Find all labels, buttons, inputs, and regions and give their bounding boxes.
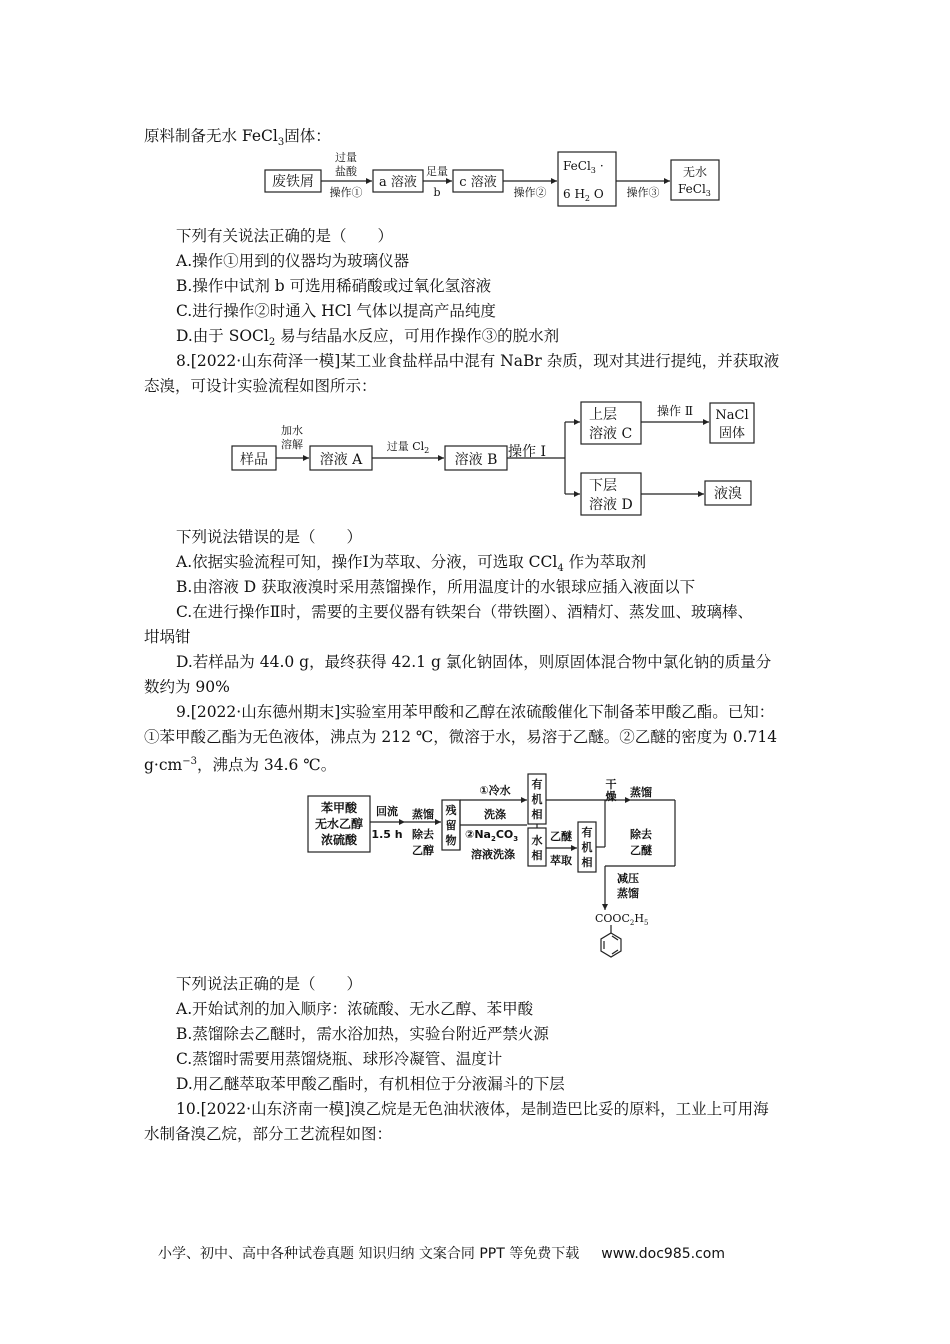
svg-text:盐酸: 盐酸 <box>335 165 357 178</box>
flow1-arrow-2 <box>423 165 452 199</box>
q9-line-2: ①苯甲酸乙酯为无色液体，沸点为 212 ℃，微溶于水，易溶于乙醚。②乙醚的密度为 0.714 <box>144 728 778 746</box>
svg-text:无水乙醇: 无水乙醇 <box>314 817 364 831</box>
bromine-flow-diagram <box>225 398 765 518</box>
svg-text:无水: 无水 <box>682 165 708 179</box>
svg-text:浓硫酸: 浓硫酸 <box>320 833 358 847</box>
q8-option-d-line-2: 数约为 90% <box>144 678 230 696</box>
svg-text:液溴: 液溴 <box>714 486 742 502</box>
svg-text:乙醇: 乙醇 <box>412 844 434 857</box>
svg-text:FeCl3·: FeCl$_3$ · <box>563 159 604 175</box>
svg-text:残: 残 <box>445 804 457 817</box>
svg-text:溶液 C: 溶液 C <box>589 426 633 442</box>
svg-text:除去: 除去 <box>412 828 434 841</box>
svg-text:机: 机 <box>581 841 593 854</box>
flow3-arrow-reflux <box>370 804 405 841</box>
flow2-box-liquid-bromine <box>705 481 751 505</box>
svg-text:操作 Ⅱ: 操作 Ⅱ <box>657 404 693 418</box>
footer-text: 小学、初中、高中各种试卷真题 知识归纳 文案合同 PPT 等免费下载 <box>158 1246 580 1262</box>
flow1-box-solution-c <box>453 170 503 192</box>
svg-text:有: 有 <box>581 826 593 839</box>
svg-text:6 H2 O: 6 $H_2$ O <box>563 187 604 203</box>
flow3-box-residue <box>442 800 460 850</box>
q8-option-b: B.由溶液 D 获取液溴时采用蒸馏操作，所用温度计的水银球应插入液面以下 <box>176 578 696 596</box>
flow1-box-anhydrous <box>671 160 719 200</box>
q10-line-2: 水制备溴乙烷，部分工艺流程如图： <box>144 1125 393 1143</box>
svg-text:留: 留 <box>445 819 457 832</box>
flow2-arrow-dissolve <box>276 423 309 461</box>
svg-text:乙醚: 乙醚 <box>550 830 572 843</box>
svg-text:b: b <box>433 186 441 199</box>
svg-text:相: 相 <box>531 808 543 821</box>
q9-stem: 下列说法正确的是（ ） <box>176 975 363 993</box>
fecl3-flow-diagram <box>260 148 730 208</box>
page-footer <box>158 1244 725 1264</box>
svg-text:①冷水: ①冷水 <box>479 784 511 797</box>
q8-stem: 下列说法错误的是（ ） <box>176 528 363 546</box>
q8-option-a: A.依据实验流程可知，操作Ⅰ为萃取、分液，可选取 CCl$_4$ 作为萃取剂 <box>176 553 647 575</box>
svg-text:1.5 h: 1.5 h <box>371 828 403 841</box>
svg-text:固体: 固体 <box>718 426 746 441</box>
q7-stem: 下列有关说法正确的是（ ） <box>176 227 394 245</box>
svg-text:FeCl3: FeCl$_3$ <box>678 182 711 198</box>
svg-text:a 溶液: a 溶液 <box>379 175 417 190</box>
flow1-box-hydrate <box>558 152 616 206</box>
flow1-box-solution-a <box>373 170 423 192</box>
flow2-box-nacl <box>710 403 754 443</box>
svg-text:溶液 A: 溶液 A <box>319 452 363 468</box>
svg-text:操作 Ⅰ: 操作 Ⅰ <box>508 444 546 460</box>
flow3-box-reagents <box>308 796 370 852</box>
ethyl-benzoate-flow-diagram <box>305 770 695 960</box>
svg-text:有: 有 <box>531 778 543 791</box>
svg-text:相: 相 <box>531 849 543 862</box>
svg-text:上层: 上层 <box>589 407 617 423</box>
svg-text:下层: 下层 <box>589 478 617 494</box>
svg-text:回流: 回流 <box>376 805 398 818</box>
flow2-box-sample <box>232 446 276 470</box>
svg-text:相: 相 <box>581 856 593 869</box>
intro-text: 原料制备无水 FeCl$_3$固体： <box>144 127 331 149</box>
svg-text:过量 Cl2: 过量 $Cl_2$ <box>386 440 430 455</box>
svg-text:蒸馏: 蒸馏 <box>617 887 639 900</box>
q8-option-d-line-1: D.若样品为 44.0 g，最终获得 42.1 g 氯化钠固体，则原固体混合物中氯化钠的质量分 <box>176 653 772 671</box>
flow3-box-organic-phase-2 <box>578 822 596 872</box>
flow2-box-upper-layer <box>581 402 641 444</box>
flow2-box-solution-b <box>445 446 507 470</box>
flow3-box-aqueous-phase <box>528 824 546 866</box>
svg-text:溶液洗涤: 溶液洗涤 <box>471 848 515 861</box>
flow3-arrow-ether-extract <box>546 829 577 867</box>
svg-text:加水: 加水 <box>281 424 303 437</box>
svg-text:操作③: 操作③ <box>626 186 660 199</box>
flow2-arrow-to-bromine <box>641 491 704 497</box>
flow1-arrow-3 <box>503 178 557 199</box>
svg-text:c 溶液: c 溶液 <box>459 175 497 190</box>
flow3-box-organic-phase-1 <box>528 774 546 824</box>
flow1-arrow-1 <box>321 150 372 199</box>
svg-text:机: 机 <box>531 793 543 806</box>
svg-text:苯甲酸: 苯甲酸 <box>320 801 358 815</box>
q9-line-1: 9.[2022·山东德州期末]实验室用苯甲酸和乙醇在浓硫酸催化下制备苯甲酸乙酯。已知： <box>176 703 775 721</box>
svg-text:萃取: 萃取 <box>550 854 572 867</box>
svg-text:足量: 足量 <box>426 165 448 178</box>
svg-text:样品: 样品 <box>240 452 268 468</box>
flow2-operation-1 <box>507 419 580 497</box>
q8-line-1: 8.[2022·山东荷泽一模]某工业食盐样品中混有 NaBr 杂质，现对其进行提纯，并获取液 <box>176 352 780 370</box>
svg-text:NaCl: NaCl <box>715 408 749 423</box>
flow2-box-solution-a <box>310 446 372 470</box>
q7-option-d: D.由于 SOCl$_2$ 易与结晶水反应，可用作操作③的脱水剂 <box>176 327 560 349</box>
svg-text:操作②: 操作② <box>513 186 547 199</box>
svg-text:物: 物 <box>445 834 457 847</box>
svg-text:溶解: 溶解 <box>281 438 303 451</box>
q8-option-c-line-1: C.在进行操作Ⅱ时，需要的主要仪器有铁架台（带铁圈）、酒精灯、蒸发皿、玻璃棒、 <box>176 603 754 621</box>
svg-text:废铁屑: 废铁屑 <box>272 174 314 190</box>
q7-option-a: A.操作①用到的仪器均为玻璃仪器 <box>176 252 410 270</box>
q9-option-c: C.蒸馏时需要用蒸馏烧瓶、球形冷凝管、温度计 <box>176 1050 503 1068</box>
q10-line-1: 10.[2022·山东济南一模]溴乙烷是无色油状液体，是制造巴比妥的原料，工业上可用海 <box>176 1100 769 1118</box>
svg-text:蒸馏: 蒸馏 <box>412 808 434 821</box>
flow2-box-lower-layer <box>581 473 641 515</box>
q9-option-b: B.蒸馏除去乙醚时，需水浴加热，实验台附近严禁火源 <box>176 1025 549 1043</box>
flow3-label-vacuum-distill <box>617 871 639 900</box>
svg-text:操作①: 操作① <box>329 186 363 199</box>
svg-text:蒸馏: 蒸馏 <box>630 786 652 799</box>
svg-text:干: 干 <box>605 778 617 791</box>
q7-option-b: B.操作中试剂 b 可选用稀硝酸或过氧化氢溶液 <box>176 277 492 295</box>
q9-option-d: D.用乙醚萃取苯甲酸乙酯时，有机相位于分液漏斗的下层 <box>176 1075 565 1093</box>
flow2-arrow-chlorine <box>372 439 444 461</box>
svg-text:COOC2H5: $COOC_2H_5$ <box>595 912 649 927</box>
flow1-box-waste-iron <box>265 170 321 192</box>
svg-text:过量: 过量 <box>335 151 357 164</box>
svg-text:燥: 燥 <box>605 790 617 803</box>
svg-text:除去: 除去 <box>630 828 652 841</box>
footer-url-link[interactable]: www.doc985.com <box>601 1246 725 1262</box>
q7-option-c: C.进行操作②时通入 HCl 气体以提高产品纯度 <box>176 302 496 320</box>
flow3-label-distill-ethanol <box>405 807 441 857</box>
svg-text:溶液 B: 溶液 B <box>454 452 498 468</box>
flow2-arrow-op2 <box>641 403 709 425</box>
svg-text:②Na2CO3: $②Na_2CO_3$ <box>465 828 519 843</box>
svg-text:洗涤: 洗涤 <box>484 808 506 821</box>
q8-option-c-line-2: 坩埚钳 <box>144 628 191 646</box>
q9-line-3: $g\cdot cm^{-3}$，沸点为 34.6 ℃。 <box>144 756 337 775</box>
flow3-product-ethyl-benzoate <box>595 912 648 957</box>
svg-text:溶液 D: 溶液 D <box>589 497 633 513</box>
svg-text:减压: 减压 <box>617 872 639 885</box>
q8-line-2: 态溴，可设计实验流程如图所示： <box>144 377 377 395</box>
q9-option-a: A.开始试剂的加入顺序：浓硫酸、无水乙醇、苯甲酸 <box>176 1000 534 1018</box>
svg-text:水: 水 <box>531 834 543 847</box>
flow3-wash-steps <box>460 783 527 861</box>
flow1-arrow-4 <box>616 178 670 199</box>
svg-text:乙醚: 乙醚 <box>630 844 652 857</box>
